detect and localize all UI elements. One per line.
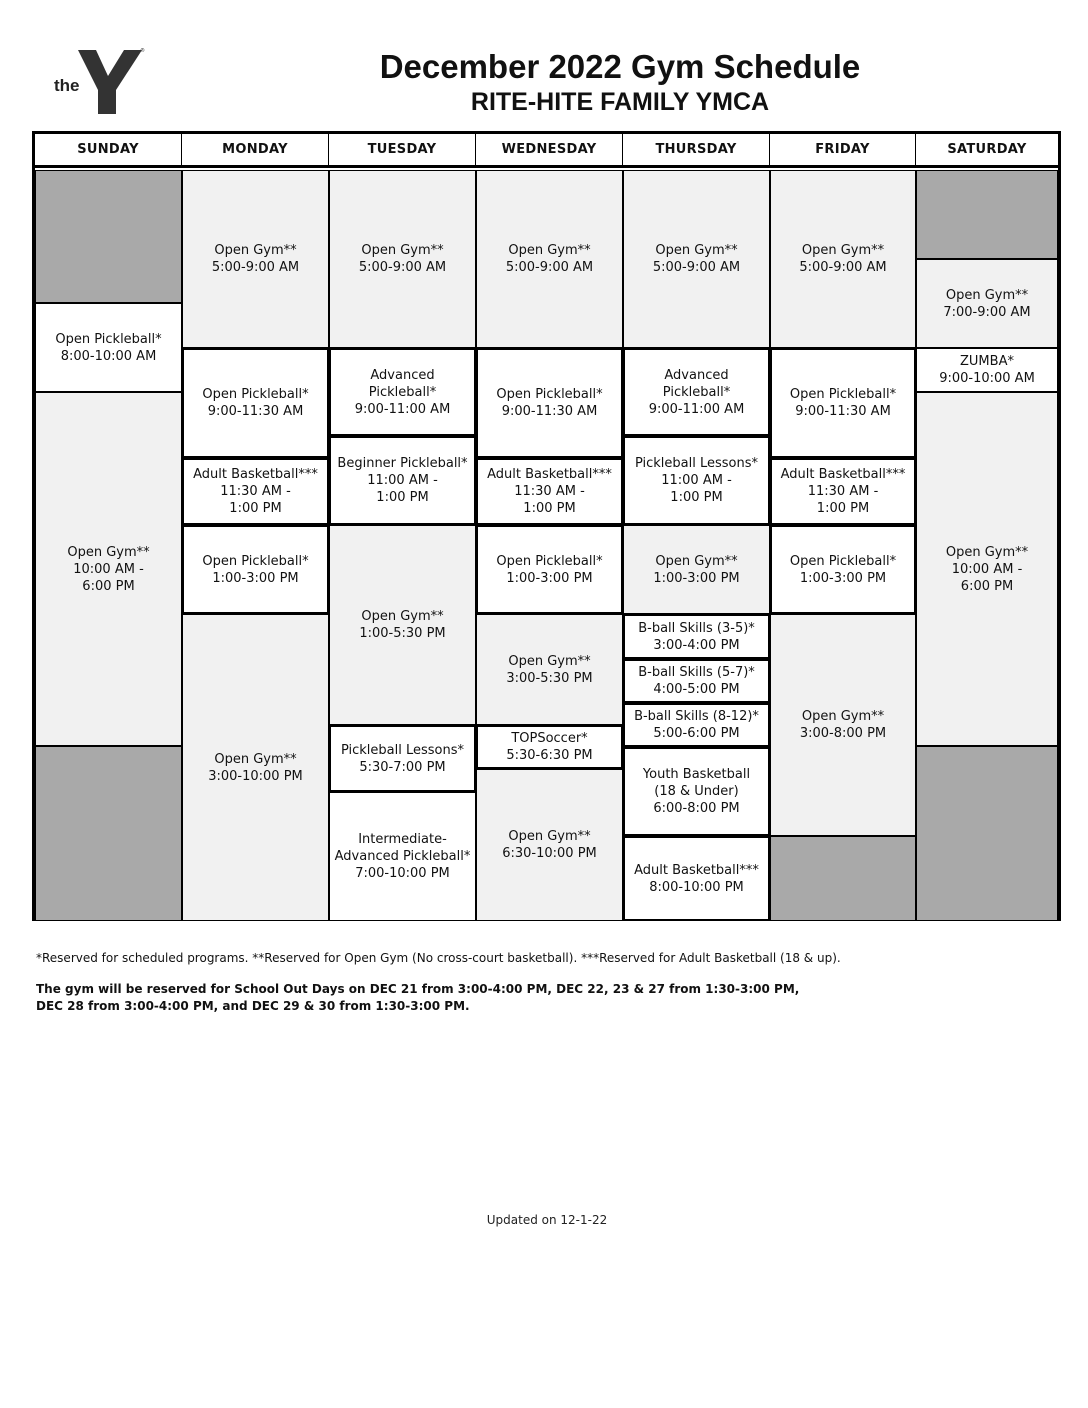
day-header-friday: FRIDAY	[770, 134, 916, 168]
schedule-slot: Adult Basketball*** 11:30 AM - 1:00 PM	[182, 458, 329, 525]
schedule-slot: Open Gym** 10:00 AM - 6:00 PM	[916, 392, 1058, 746]
schedule-slot: Open Pickleball* 1:00-3:00 PM	[770, 525, 916, 614]
schedule-slot: Open Pickleball* 9:00-11:30 AM	[476, 348, 623, 458]
schedule-slot: Advanced Pickleball* 9:00-11:00 AM	[329, 348, 476, 436]
schedule-slot: Open Pickleball* 8:00-10:00 AM	[35, 303, 182, 392]
schedule-slot: Advanced Pickleball* 9:00-11:00 AM	[623, 348, 770, 436]
day-header-sunday: SUNDAY	[35, 134, 182, 168]
unavailable-block	[916, 170, 1058, 259]
schedule-slot: Open Gym** 1:00-5:30 PM	[329, 525, 476, 725]
schedule-slot: Open Gym** 1:00-3:00 PM	[623, 525, 770, 614]
schedule-slot: Open Gym** 3:00-8:00 PM	[770, 614, 916, 836]
unavailable-block	[35, 170, 182, 303]
schedule-slot: Open Gym** 3:00-10:00 PM	[182, 614, 329, 921]
schedule-slot: TOPSoccer* 5:30-6:30 PM	[476, 725, 623, 769]
schedule-slot: ZUMBA* 9:00-10:00 AM	[916, 348, 1058, 392]
svg-text:®: ®	[140, 48, 145, 54]
unavailable-block	[35, 746, 182, 921]
unavailable-block	[916, 746, 1058, 921]
schedule-grid	[32, 131, 1061, 921]
schedule-slot: Youth Basketball (18 & Under) 6:00-8:00 PM	[623, 747, 770, 836]
schedule-slot: Adult Basketball*** 11:30 AM - 1:00 PM	[476, 458, 623, 525]
day-header-monday: MONDAY	[182, 134, 329, 168]
schedule-slot: Open Gym** 10:00 AM - 6:00 PM	[35, 392, 182, 746]
day-header-wednesday: WEDNESDAY	[476, 134, 623, 168]
schedule-slot: Beginner Pickleball* 11:00 AM - 1:00 PM	[329, 436, 476, 525]
schedule-slot: Adult Basketball*** 11:30 AM - 1:00 PM	[770, 458, 916, 525]
day-header-saturday: SATURDAY	[916, 134, 1058, 168]
logo-text: the	[54, 76, 80, 95]
schedule-slot: Open Gym** 3:00-5:30 PM	[476, 614, 623, 725]
page-subtitle: RITE-HITE FAMILY YMCA	[470, 88, 770, 116]
schedule-slot: Pickleball Lessons* 11:00 AM - 1:00 PM	[623, 436, 770, 525]
schedule-slot: Open Gym** 5:00-9:00 AM	[770, 170, 916, 348]
school-out-note-line2: DEC 28 from 3:00-4:00 PM, and DEC 29 & 30 from 1:30-3:00 PM.	[36, 999, 470, 1013]
schedule-slot: Open Gym** 5:00-9:00 AM	[182, 170, 329, 348]
schedule-slot: B-ball Skills (8-12)* 5:00-6:00 PM	[623, 703, 770, 747]
day-header-thursday: THURSDAY	[623, 134, 770, 168]
schedule-slot: Pickleball Lessons* 5:30-7:00 PM	[329, 725, 476, 792]
schedule-slot: Open Gym** 5:00-9:00 AM	[623, 170, 770, 348]
day-header-tuesday: TUESDAY	[329, 134, 476, 168]
schedule-slot: Intermediate- Advanced Pickleball* 7:00-10:00 PM	[329, 792, 476, 921]
schedule-slot: Open Pickleball* 1:00-3:00 PM	[476, 525, 623, 614]
unavailable-block	[770, 836, 916, 921]
schedule-slot: Open Gym** 5:00-9:00 AM	[476, 170, 623, 348]
schedule-slot: Open Gym** 6:30-10:00 PM	[476, 769, 623, 921]
schedule-slot: Open Pickleball* 9:00-11:30 AM	[770, 348, 916, 458]
page-title: December 2022 Gym Schedule	[379, 48, 861, 85]
schedule-slot: Open Gym** 5:00-9:00 AM	[329, 170, 476, 348]
footnote: *Reserved for scheduled programs. **Reserved for Open Gym (No cross-court basketball). ***Reserved for Adult Basketball (18 & up).	[36, 951, 841, 965]
schedule-slot: Open Pickleball* 1:00-3:00 PM	[182, 525, 329, 614]
updated-date: Updated on 12-1-22	[486, 1213, 608, 1227]
ymca-logo	[50, 46, 150, 118]
schedule-slot: B-ball Skills (3-5)* 3:00-4:00 PM	[623, 614, 770, 659]
schedule-slot: Open Gym** 7:00-9:00 AM	[916, 259, 1058, 348]
school-out-note-line1: The gym will be reserved for School Out Days on DEC 21 from 3:00-4:00 PM, DEC 22, 23 & 27 from 1:30-3:00 PM,	[36, 982, 800, 996]
schedule-slot: B-ball Skills (5-7)* 4:00-5:00 PM	[623, 659, 770, 703]
schedule-slot: Adult Basketball*** 8:00-10:00 PM	[623, 836, 770, 921]
schedule-slot: Open Pickleball* 9:00-11:30 AM	[182, 348, 329, 458]
